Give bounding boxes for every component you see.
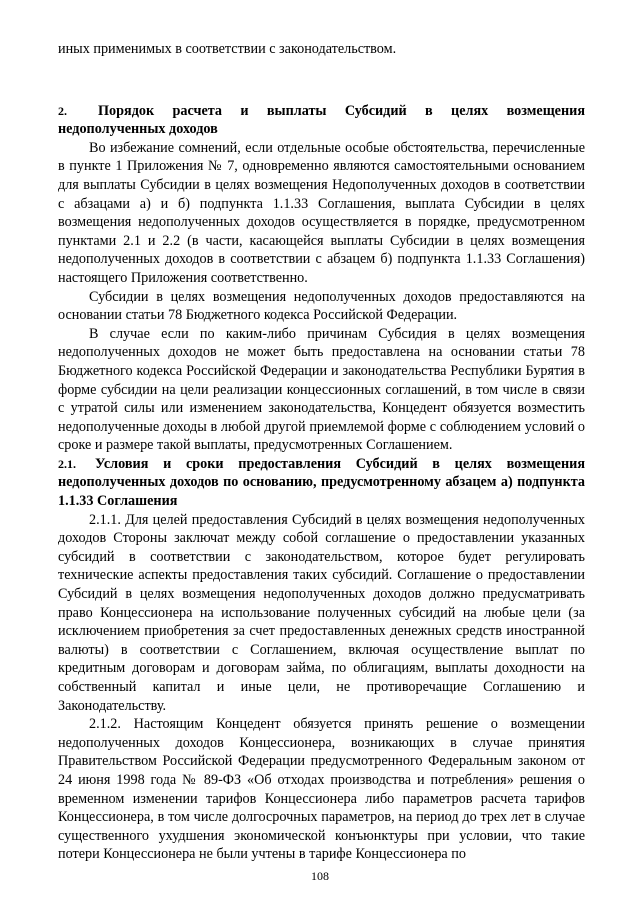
- section-2-1-title: Условия и сроки предоставления Субсидий в целях возмещения недополученных доходов по основанию, предусмотренному абзацем а) подпункта 1.1.33 Соглашения: [58, 455, 585, 510]
- paragraph-clarification: Во избежание сомнений, если отдельные особые обстоятельства, перечисленные в пункте 1 Приложения № 7, одновременно являются самостоятельными основанием для выплаты Субсидии в целях возмещения Недополученных доходов в соответствии с абзацами а) и б) подпункта 1.1.33 Соглашения, выплата Субсидии в целях возмещения недополученных доходов осуществляется в порядке, предусмотренном пунктами 2.1 и 2.2 (в части, касающейся выплаты Субсидии в целях возмещения недополученных доходов в соответствии с абзацем б) подпункта 1.1.33 Соглашения) настоящего Приложения соответственно.: [58, 139, 585, 286]
- continuation-line: иных применимых в соответствии с законодательством.: [58, 41, 397, 57]
- page-number: 108: [311, 869, 329, 883]
- section-2-1-number: 2.1.: [58, 456, 76, 471]
- paragraph-2-1-2: 2.1.2. Настоящим Концедент обязуется принять решение о возмещении недополученных доходов Концессионера, возникающих в случае принятия Правительством Российской Федерации предусмотренного Федеральным законом от 24 июня 1998 года № 89-ФЗ «Об отходах производства и потребления» решения о временном изменении тарифов Концессионера либо параметров расчета тарифов Концессионера, в том числе долгосрочных параметров, на период до трех лет в случае существенного ухудшения экономической конъюнктуры при условии, что такие потери Концессионера не были учтены в тарифе Концессионера по: [58, 716, 585, 863]
- section-2-title: Порядок расчета и выплаты Субсидий в целях возмещения недополученных доходов: [58, 102, 585, 138]
- paragraph-legal-basis: Субсидии в целях возмещения недополученных доходов предоставляются на основании статьи 78 Бюджетного кодекса Российской Федерации.: [58, 288, 585, 324]
- section-2-number: 2.: [58, 103, 67, 118]
- paragraph-alternative-form: В случае если по каким-либо причинам Субсидия в целях возмещения недополученных доходов не может быть предоставлена на основании статьи 78 Бюджетного кодекса Российской Федерации и законодательства Республики Бурятия в форме субсидии на цели реализации концессионных соглашений, в том числе в связи с утратой силы или изменением законодательства, Концедент обязуется возместить недополученные доходы в любой другой приемлемой форме с соблюдением условий о сроке и размере такой выплаты, предусмотренных Соглашением.: [58, 325, 585, 454]
- section-2-heading: [58, 102, 585, 139]
- paragraph-2-1-1: 2.1.1. Для целей предоставления Субсидий в целях возмещения недополученных доходов Стороны заключат между собой соглашение о предоставлении указанных субсидий в соответствии с законодательством, которое будет регулировать технические аспекты предоставления таких субсидий. Соглашение о предоставлении Субсидий в целях возмещения недополученных доходов должно предусматривать право Концессионера на использование полученных субсидий на любые цели (за исключением приобретения за счет предоставленных денежных средств иностранной валюты) в соответствии с Соглашением, включая осуществление выплат по кредитным договорам и договорам займа, по облигациям, выплаты доходности на собственный капитал и иные цели, не противоречащие Соглашению и Законодательству.: [58, 511, 585, 714]
- section-2-1-heading: [58, 455, 585, 511]
